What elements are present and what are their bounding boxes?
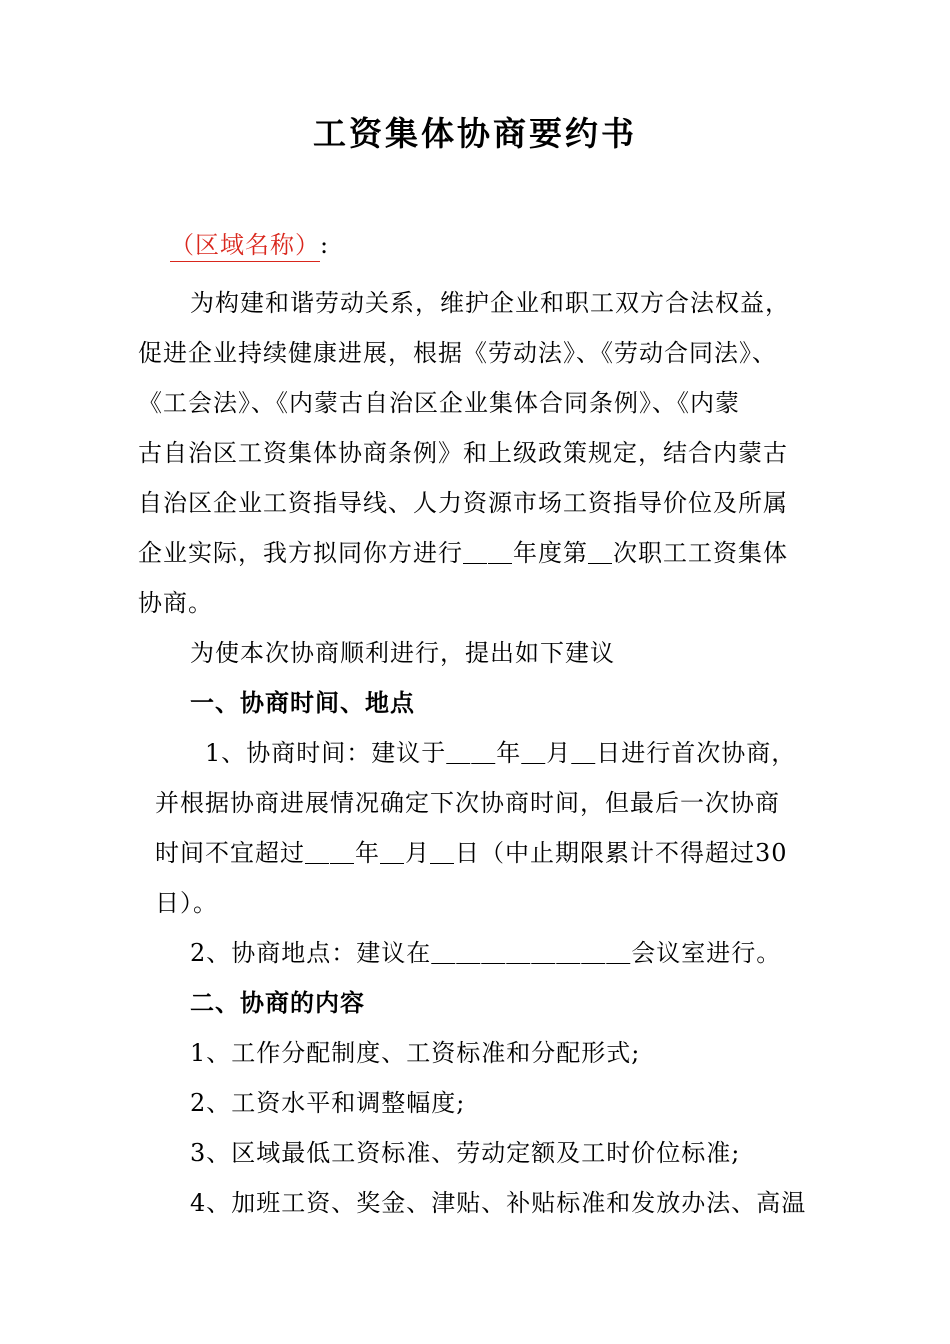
section1-heading: 一、协商时间、地点: [190, 688, 415, 717]
intro-line: 为使本次协商顺利进行，提出如下建议: [190, 639, 615, 667]
item1-2-line: 2、协商地点：建议在＿＿＿＿＿＿＿＿会议室进行。: [190, 939, 782, 967]
addressee-placeholder: （区域名称）: [170, 231, 320, 262]
section2-item-3: 3、区域最低工资标准、劳动定额及工时价位标准;: [190, 1139, 741, 1167]
item1-1-line-3: 时间不宜超过＿＿年＿月＿日（中止期限累计不得超过30: [155, 839, 788, 867]
item1-1-line-2: 并根据协商进展情况确定下次协商时间，但最后一次协商: [155, 789, 780, 817]
paragraph1-line-3: 《工会法》、《内蒙古自治区企业集体合同条例》、《内蒙: [138, 389, 740, 417]
document-title: 工资集体协商要约书: [313, 114, 637, 153]
paragraph1-line-4: 古自治区工资集体协商条例》和上级政策规定，结合内蒙古: [138, 439, 788, 467]
item1-1-line-1: 1、协商时间：建议于＿＿年＿月＿日进行首次协商，: [205, 739, 797, 767]
section2-item-2: 2、工资水平和调整幅度;: [190, 1089, 466, 1117]
paragraph1-line-7: 协商。: [138, 589, 213, 617]
addressee-colon: :: [320, 231, 330, 259]
paragraph1-line-2: 促进企业持续健康进展，根据《劳动法》、《劳动合同法》、: [138, 339, 777, 367]
paragraph1-line-1: 为构建和谐劳动关系，维护企业和职工双方合法权益，: [190, 289, 790, 317]
paragraph1-line-5: 自治区企业工资指导线、人力资源市场工资指导价位及所属: [138, 489, 788, 517]
addressee-line: [170, 230, 329, 260]
section2-item-4: 4、加班工资、奖金、津贴、补贴标准和发放办法、高温: [190, 1189, 807, 1217]
section2-heading: 二、协商的内容: [190, 988, 365, 1017]
paragraph1-line-6: 企业实际，我方拟同你方进行＿＿年度第＿次职工工资集体: [138, 539, 788, 567]
section2-item-1: 1、工作分配制度、工资标准和分配形式;: [190, 1039, 641, 1067]
item1-1-line-4: 日）。: [155, 889, 218, 917]
